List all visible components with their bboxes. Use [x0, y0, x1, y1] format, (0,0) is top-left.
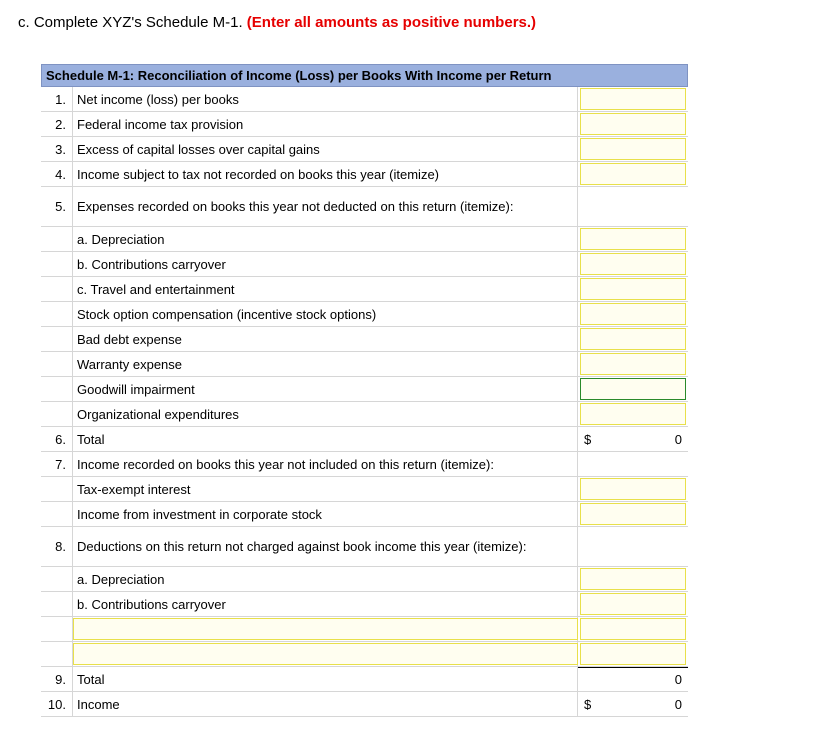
row-label: Total: [73, 427, 578, 451]
table-row: [41, 617, 688, 642]
table-row: [41, 252, 688, 277]
row-number: 6.: [41, 427, 73, 451]
row-label: Total: [73, 667, 578, 691]
row-label: Federal income tax provision: [73, 112, 578, 136]
table-row: [41, 427, 688, 452]
row-label: Income subject to tax not recorded on books this year (itemize): [73, 162, 578, 186]
row-label: Expenses recorded on books this year not deducted on this return (itemize):: [73, 187, 578, 226]
goodwill-impairment-input[interactable]: [580, 378, 686, 400]
row-label: a. Depreciation: [73, 567, 578, 591]
extra-deduction-amount-input-1[interactable]: [580, 618, 686, 640]
table-row: [41, 352, 688, 377]
total-6-amount: 0: [674, 431, 682, 447]
table-row: [41, 667, 688, 692]
row-label: Stock option compensation (incentive stock options): [73, 302, 578, 326]
schedule-m1-table: [41, 64, 688, 717]
excess-capital-losses-input[interactable]: [580, 138, 686, 160]
total-6-value: [578, 427, 688, 451]
row-number: 3.: [41, 137, 73, 161]
warranty-expense-input[interactable]: [580, 353, 686, 375]
total-9-value: [578, 667, 688, 691]
income-not-recorded-input[interactable]: [580, 163, 686, 185]
book-contributions-input[interactable]: [580, 253, 686, 275]
row-number: 8.: [41, 527, 73, 566]
row-label: a. Depreciation: [73, 227, 578, 251]
table-row: [41, 502, 688, 527]
book-depreciation-input[interactable]: [580, 228, 686, 250]
currency-symbol: $: [584, 431, 592, 447]
tax-depreciation-input[interactable]: [580, 568, 686, 590]
currency-symbol: $: [584, 696, 592, 712]
row-number: 4.: [41, 162, 73, 186]
table-row: [41, 302, 688, 327]
row-label: Deductions on this return not charged against book income this year (itemize):: [73, 527, 578, 566]
federal-tax-provision-input[interactable]: [580, 113, 686, 135]
table-row: [41, 187, 688, 227]
row-label: Excess of capital losses over capital gains: [73, 137, 578, 161]
row-label: Tax-exempt interest: [73, 477, 578, 501]
row-label: c. Travel and entertainment: [73, 277, 578, 301]
total-9-amount: 0: [674, 672, 682, 687]
row-label: Net income (loss) per books: [73, 87, 578, 111]
row-number: 10.: [41, 692, 73, 716]
income-value: [578, 692, 688, 716]
tax-contributions-input[interactable]: [580, 593, 686, 615]
table-row: [41, 227, 688, 252]
table-row: [41, 137, 688, 162]
table-row: [41, 277, 688, 302]
row-number: 1.: [41, 87, 73, 111]
tax-exempt-interest-input[interactable]: [580, 478, 686, 500]
table-row: [41, 477, 688, 502]
income-amount: 0: [674, 696, 682, 712]
table-row: [41, 692, 688, 717]
instruction-text: (Enter all amounts as positive numbers.): [246, 14, 537, 31]
table-row: [41, 642, 688, 667]
row-label: Income from investment in corporate stock: [73, 502, 578, 526]
table-row: [41, 402, 688, 427]
net-income-input[interactable]: [580, 88, 686, 110]
row-label: Goodwill impairment: [73, 377, 578, 401]
travel-entertainment-input[interactable]: [580, 278, 686, 300]
table-title: Schedule M-1: Reconciliation of Income (Loss) per Books With Income per Return: [41, 64, 688, 87]
row-number: 9.: [41, 667, 73, 691]
row-label: Organizational expenditures: [73, 402, 578, 426]
extra-deduction-label-input-1[interactable]: [73, 618, 578, 640]
row-label: Bad debt expense: [73, 327, 578, 351]
question-part: c. Complete XYZ's Schedule M-1.: [18, 14, 243, 31]
row-label: Income: [73, 692, 578, 716]
extra-deduction-label-input-2[interactable]: [73, 643, 578, 665]
question-heading: [18, 14, 536, 31]
row-number: 5.: [41, 187, 73, 226]
table-row: [41, 567, 688, 592]
row-number: 2.: [41, 112, 73, 136]
table-row: [41, 162, 688, 187]
table-row: [41, 592, 688, 617]
table-row: [41, 112, 688, 137]
row-number: 7.: [41, 452, 73, 476]
table-row: [41, 327, 688, 352]
bad-debt-input[interactable]: [580, 328, 686, 350]
extra-deduction-amount-input-2[interactable]: [580, 643, 686, 665]
row-label: Income recorded on books this year not included on this return (itemize):: [73, 452, 578, 476]
table-row: [41, 377, 688, 402]
row-label: b. Contributions carryover: [73, 252, 578, 276]
row-label: Warranty expense: [73, 352, 578, 376]
corporate-stock-income-input[interactable]: [580, 503, 686, 525]
stock-option-input[interactable]: [580, 303, 686, 325]
organizational-expenditures-input[interactable]: [580, 403, 686, 425]
table-row: [41, 87, 688, 112]
table-row: [41, 452, 688, 477]
row-label: b. Contributions carryover: [73, 592, 578, 616]
table-row: [41, 527, 688, 567]
